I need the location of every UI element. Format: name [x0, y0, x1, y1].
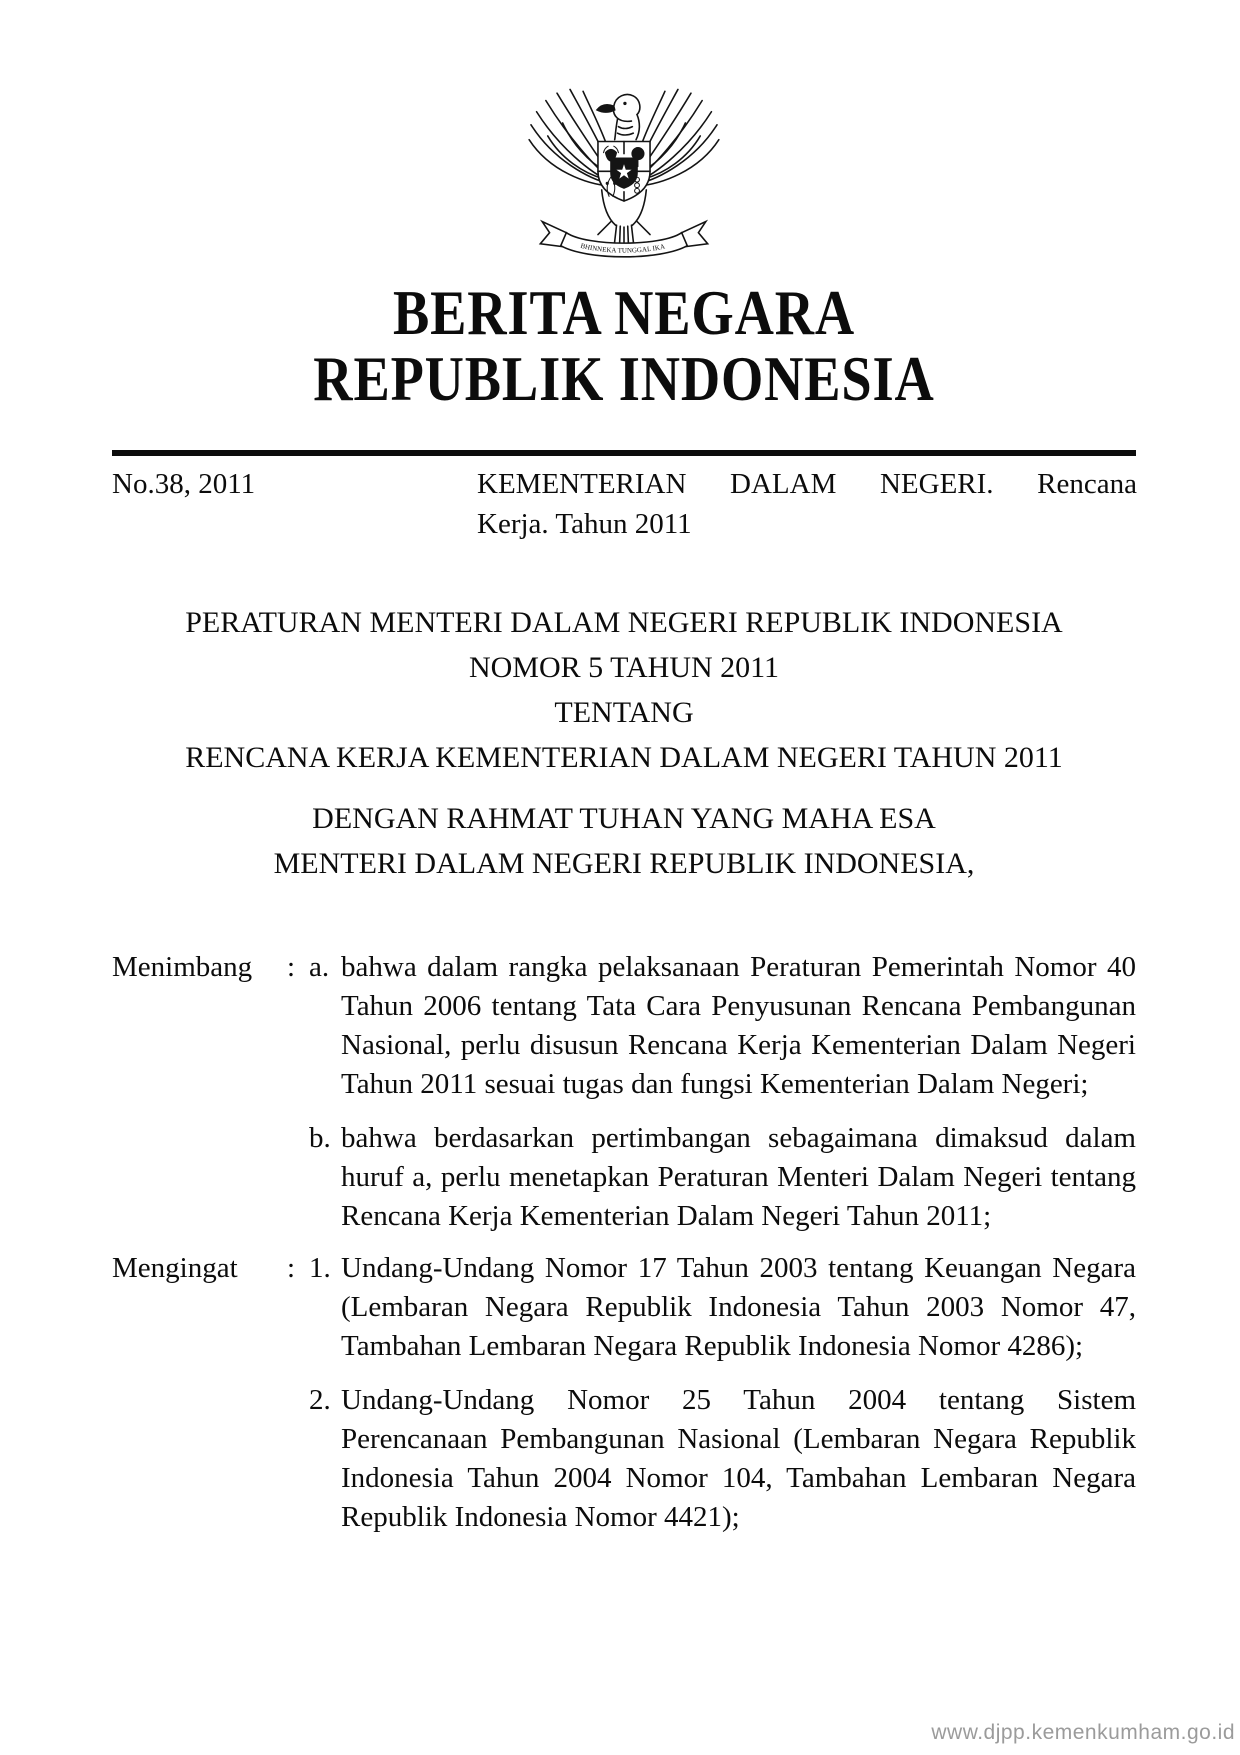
gazette-title-line-1: BERITA NEGARA	[393, 277, 855, 348]
issue-subject-line-1: KEMENTERIAN DALAM NEGERI. Rencana	[477, 468, 1137, 500]
item-marker: 2.	[309, 1384, 331, 1416]
clauses	[112, 948, 1136, 1537]
invocation-line: DENGAN RAHMAT TUHAN YANG MAHA ESA	[312, 802, 936, 835]
masthead	[112, 277, 1136, 414]
issue-header-row	[112, 464, 1136, 544]
regulation-title-line-3: TENTANG	[554, 696, 694, 729]
clause-colon: :	[287, 1252, 296, 1284]
authority-line: MENTERI DALAM NEGERI REPUBLIK INDONESIA,	[273, 847, 975, 880]
item-marker: b.	[309, 1122, 331, 1154]
regulation-heading	[112, 600, 1136, 780]
clause-mengingat	[112, 1249, 1136, 1537]
item-text: bahwa dalam rangka pelaksanaan Peraturan Pemerintah Nomor 40 Tahun 2006 tentang Tata Cara Penyusunan Rencana Pembangunan Nasional, perlu disusun Rencana Kerja Kementerian Dalam Negeri Tahun 2011 sesuai tugas dan fungsi Kementerian Dalam Negeri;	[341, 951, 1136, 1100]
garuda-pancasila-emblem	[521, 82, 727, 268]
regulation-title-line-4: RENCANA KERJA KEMENTERIAN DALAM NEGERI TAHUN 2011	[185, 741, 1063, 774]
clause-item-list	[309, 1249, 1136, 1537]
masthead-divider-rule	[112, 450, 1136, 456]
regulation-title-line-1: PERATURAN MENTERI DALAM NEGERI REPUBLIK INDONESIA	[185, 606, 1063, 639]
issue-number: No.38, 2011	[112, 468, 256, 500]
clause-item-a	[309, 948, 1136, 1104]
emblem-motto-text: BHINNEKA TUNGGAL IKA	[579, 241, 666, 255]
footer-watermark-url: www.djpp.kemenkumham.go.id	[931, 1721, 1235, 1744]
issue-subject-line-2: Kerja. Tahun 2011	[477, 508, 692, 540]
clause-menimbang	[112, 948, 1136, 1236]
item-text: Undang-Undang Nomor 25 Tahun 2004 tentang Sistem Perencanaan Pembangunan Nasional (Lembaran Negara Republik Indonesia Tahun 2004 Nomor 104, Tambahan Lembaran Negara Republik Indonesia Nomor 4421);	[341, 1384, 1136, 1533]
clause-item-1	[309, 1249, 1136, 1366]
clause-colon: :	[287, 951, 296, 983]
item-text: Undang-Undang Nomor 17 Tahun 2003 tentang Keuangan Negara (Lembaran Negara Republik Indonesia Tahun 2003 Nomor 47, Tambahan Lembaran Negara Republik Indonesia Nomor 4286);	[341, 1252, 1136, 1362]
gazette-title-line-2: REPUBLIK INDONESIA	[313, 343, 935, 414]
item-marker: 1.	[309, 1252, 331, 1284]
clause-label: Mengingat	[112, 1252, 238, 1284]
item-text: bahwa berdasarkan pertimbangan sebagaimana dimaksud dalam huruf a, perlu menetapkan Peraturan Menteri Dalam Negeri tentang Rencana Kerja Kementerian Dalam Negeri Tahun 2011;	[341, 1122, 1136, 1232]
clause-item-list	[309, 948, 1136, 1236]
clause-item-b	[309, 1119, 1136, 1236]
issue-subject	[477, 464, 1137, 544]
regulation-title-line-2: NOMOR 5 TAHUN 2011	[468, 651, 780, 684]
item-marker: a.	[309, 951, 330, 983]
emblem-container	[112, 0, 1136, 268]
clause-label: Menimbang	[112, 951, 253, 983]
clause-item-2	[309, 1381, 1136, 1537]
invocation-block	[112, 796, 1136, 886]
